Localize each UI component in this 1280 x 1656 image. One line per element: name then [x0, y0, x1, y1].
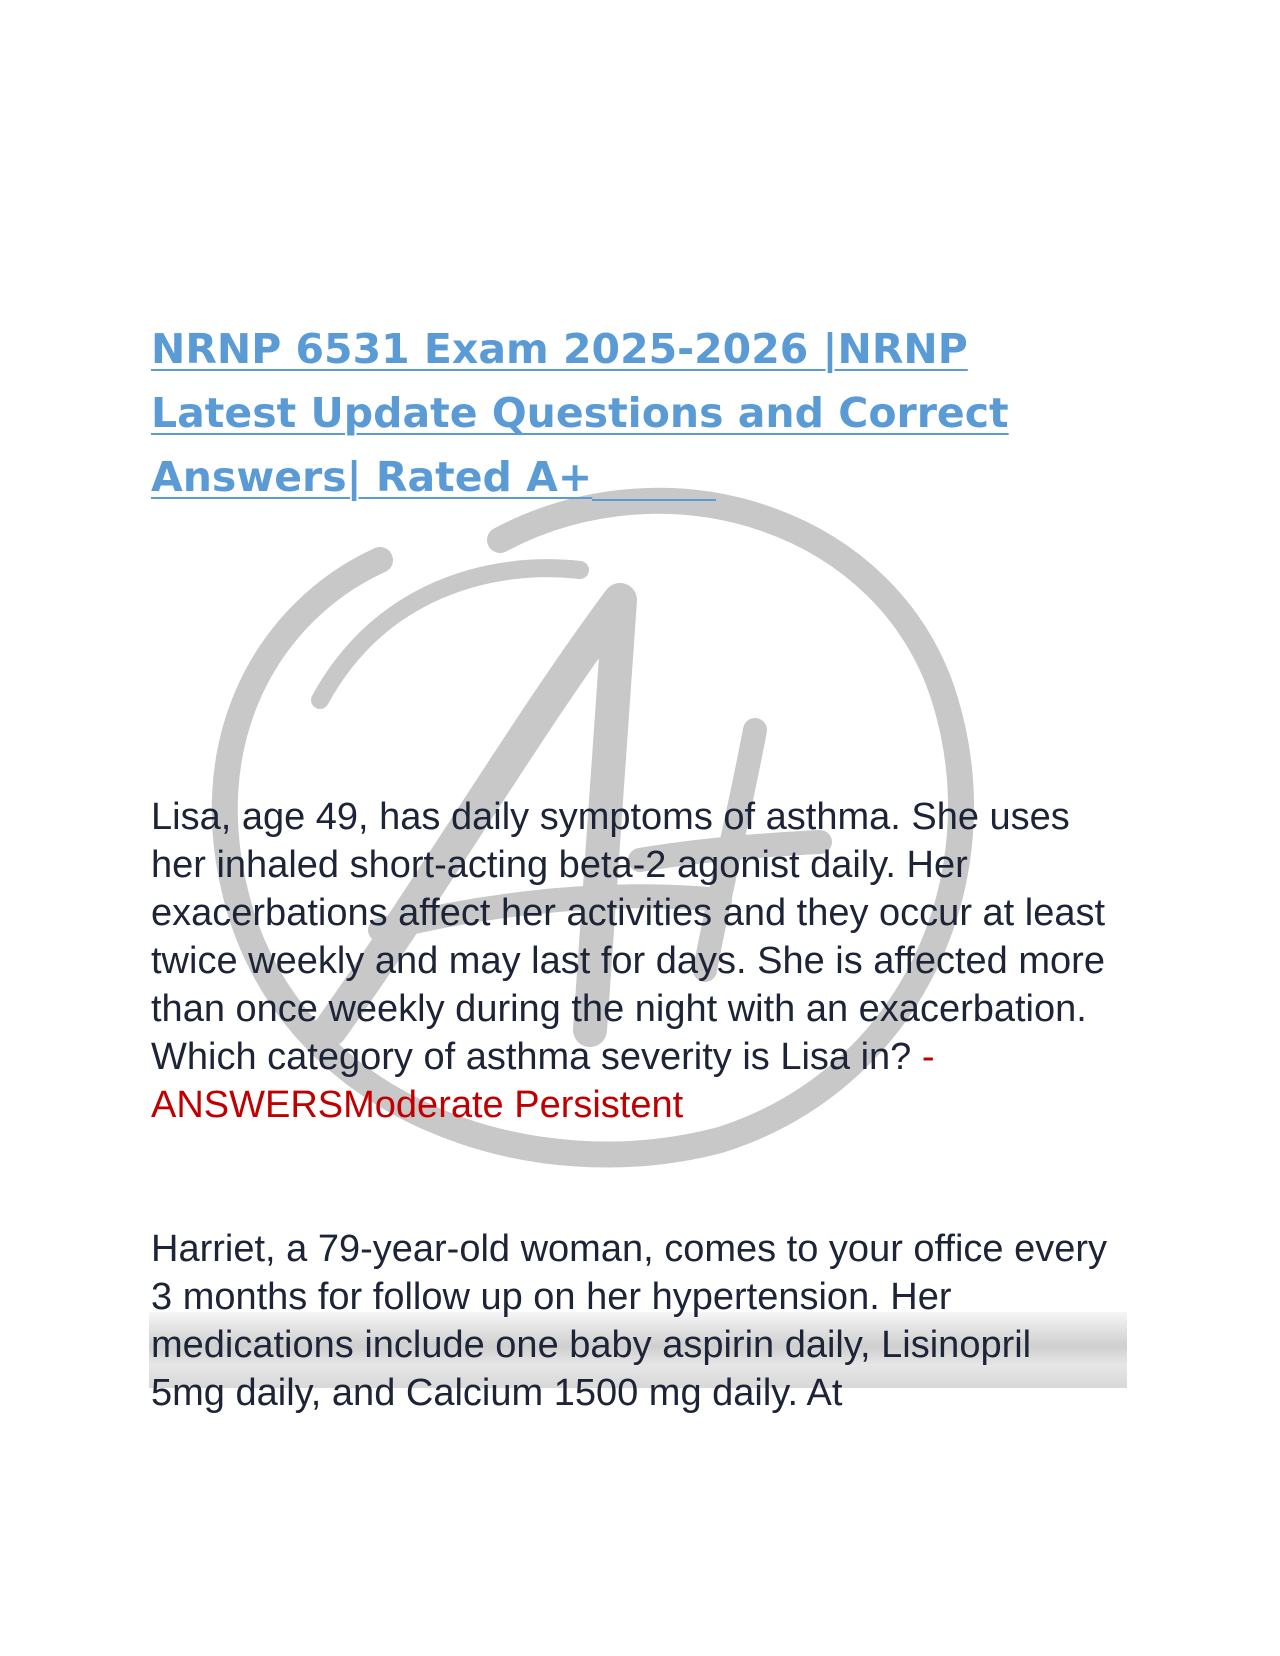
document-title[interactable]	[151, 317, 1111, 509]
question-1	[151, 793, 1111, 1129]
answer-1-text: - ANSWERSModerate Persistent	[151, 1036, 935, 1126]
watermark-arc-top	[320, 568, 580, 700]
question-1-text: Lisa, age 49, has daily symptoms of asthma. She uses her inhaled short-acting beta-2 agonist daily. Her exacerbations affect her activities and they occur at least twice weekly and may last for days. She is affected more than once weekly during the night with an exacerbation. Which category of asthma severity is Lisa in?	[151, 796, 1106, 1078]
question-2	[151, 1225, 1111, 1417]
document-title-text[interactable]: NRNP 6531 Exam 2025-2026 |NRNP Latest Update Questions and Correct Answers| Rated A+	[151, 325, 1009, 501]
question-2-text: Harriet, a 79-year-old woman, comes to your office every 3 months for follow up on her hypertension. Her medications include one baby aspirin daily, Lisinopril 5mg daily, and Calcium 1500 mg daily. At	[151, 1228, 1108, 1414]
title-underline-trail	[592, 498, 716, 501]
